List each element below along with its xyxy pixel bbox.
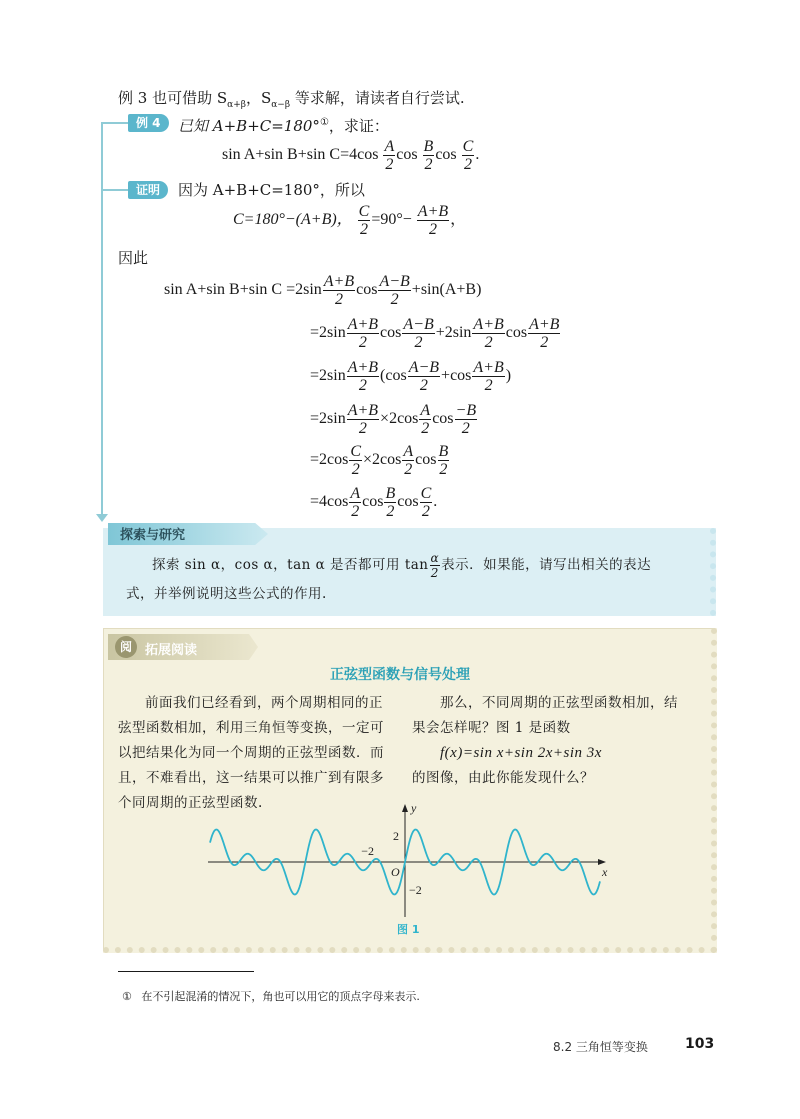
fraction-den: 2 <box>439 461 448 478</box>
term: +sin(A+B) <box>411 281 482 299</box>
fraction-num: A+B <box>323 273 355 290</box>
fraction-den: 2 <box>358 420 367 437</box>
relation-part2: =90°− <box>371 211 412 229</box>
term: +2sin <box>435 324 472 342</box>
fraction <box>455 402 478 437</box>
fraction <box>402 316 434 351</box>
term: . <box>433 493 438 511</box>
fraction-num: −B <box>455 402 477 419</box>
book-icon: 阅 <box>115 636 137 658</box>
fraction-den: 2 <box>360 221 368 238</box>
intro-post: 等求解，请读者自行尝试. <box>290 89 465 107</box>
term: +cos <box>441 367 472 385</box>
fraction-den: 2 <box>351 503 360 520</box>
paragraph-line: 前面我们已经看到，两个周期相同的正 <box>145 695 383 711</box>
fraction <box>430 551 441 580</box>
explore-title: 探索与研究 <box>120 528 186 543</box>
example-tag: 例 4 <box>128 114 169 132</box>
fraction-den: 2 <box>428 221 437 238</box>
example-statement <box>178 113 389 136</box>
example-premise: 已知 A+B+C=180° <box>178 117 320 135</box>
fraction-den: 2 <box>404 461 413 478</box>
footnote-mark: ① <box>122 990 132 1003</box>
term: =2cos <box>310 451 349 469</box>
fraction <box>408 359 440 394</box>
fraction <box>347 402 379 437</box>
paragraph-line: 的图像，由此你能发现什么？ <box>412 770 594 786</box>
fraction-num: C <box>350 443 362 460</box>
term: (cos <box>380 367 407 385</box>
article-title: 正弦型函数与信号处理 <box>330 667 470 683</box>
y-axis-arrow-icon <box>402 804 408 812</box>
fraction <box>420 485 433 520</box>
fraction-num: A−B <box>379 273 410 290</box>
fraction-den: 2 <box>424 156 433 173</box>
footnote <box>122 988 420 1004</box>
y-axis-label: y <box>411 801 417 815</box>
term: ×2cos <box>363 451 402 469</box>
y-tick-label: −2 <box>409 883 422 897</box>
fraction <box>472 316 504 351</box>
formula: f(x)=sin x+sin 2x+sin 3x <box>440 745 602 761</box>
term: cos <box>397 493 419 511</box>
fraction-num: B <box>385 485 396 502</box>
term: cos <box>362 493 384 511</box>
fraction-den: 2 <box>414 334 423 351</box>
example-ask: ，求证： <box>328 117 389 135</box>
fraction-den: 2 <box>461 420 470 437</box>
explore-text: 探索 sin α，cos α，tan α 是否都可用 tan <box>152 557 429 573</box>
footnote-text: 在不引起混淆的情况下，角也可以用它的顶点字母来表示. <box>141 990 420 1003</box>
fraction-num: A+B <box>417 203 449 220</box>
guide-arrow-icon <box>96 514 108 522</box>
intro-mid: ，S <box>245 89 272 107</box>
fraction-num: A <box>350 485 361 502</box>
term: cos <box>415 451 437 469</box>
term: sin A+sin B+sin C =2sin <box>164 281 322 299</box>
claim-equation <box>222 138 479 173</box>
comma: ， <box>450 211 467 229</box>
fraction-den: 2 <box>386 503 395 520</box>
fraction-den: 2 <box>334 291 343 308</box>
term: =4cos <box>310 493 349 511</box>
figure-caption: 图 1 <box>397 923 420 935</box>
relation-equation <box>233 203 466 238</box>
claim-lhs: sin A+sin B+sin C=4cos <box>222 146 379 164</box>
fraction-num: C <box>462 138 474 155</box>
term: cos <box>432 410 454 428</box>
intro-sub1: α+β <box>227 100 246 110</box>
fraction-num: A−B <box>403 316 434 333</box>
fraction-num: α <box>430 551 440 565</box>
fraction <box>349 443 362 478</box>
fraction-num: A+B <box>473 316 504 333</box>
term: =2sin <box>310 410 346 428</box>
fraction <box>462 138 475 173</box>
proof-intro: 因为 A+B+C=180°，所以 <box>178 181 365 199</box>
period: . <box>475 146 480 164</box>
fraction-num: A+B <box>529 316 560 333</box>
reading-left-column <box>118 691 393 816</box>
fraction <box>358 203 371 238</box>
derivation-line-4 <box>310 402 478 437</box>
fraction <box>383 138 395 173</box>
term: cos <box>380 324 402 342</box>
fraction-den: 2 <box>484 377 493 394</box>
reading-right-column <box>412 691 697 791</box>
term: ) <box>505 367 512 385</box>
fraction-num: B <box>423 138 434 155</box>
footnote-ref[interactable]: ① <box>319 117 329 128</box>
fraction <box>402 443 414 478</box>
tag-connector <box>101 122 131 124</box>
derivation-line-1 <box>164 273 481 308</box>
page-number: 103 <box>685 1036 715 1052</box>
explore-text: 表示．如果能，请写出相关的表达 <box>441 557 652 573</box>
fraction-den: 2 <box>421 503 430 520</box>
reading-title: 拓展阅读 <box>145 643 198 658</box>
fraction-num: A+B <box>347 402 379 419</box>
fraction-num: A+B <box>473 359 504 376</box>
fraction-num: A <box>403 443 414 460</box>
fraction-den: 2 <box>430 566 439 580</box>
footer-section: 8.2 三角恒等变换 <box>553 1040 648 1054</box>
fraction-num: A <box>384 138 395 155</box>
explore-line-1 <box>152 551 651 580</box>
fraction <box>419 402 431 437</box>
fraction-den: 2 <box>540 334 549 351</box>
intro-line <box>118 88 465 115</box>
fraction <box>528 316 560 351</box>
function-graph <box>200 800 610 935</box>
tag-connector <box>101 189 131 191</box>
fraction-num: A+B <box>347 359 379 376</box>
paragraph-line: 且，不难看出，这一结果可以推广到有限多 <box>118 770 384 786</box>
derivation-line-2 <box>310 316 561 351</box>
derivation-line-3 <box>310 359 511 394</box>
fraction-den: 2 <box>390 291 399 308</box>
fraction-den: 2 <box>385 156 394 173</box>
fraction <box>417 203 449 238</box>
fraction-den: 2 <box>358 377 367 394</box>
fraction <box>472 359 504 394</box>
intro-text: 例 3 也可借助 S <box>118 89 228 107</box>
fraction-num: C <box>358 203 370 220</box>
fn-cos: cos <box>396 146 418 164</box>
fraction-num: A−B <box>408 359 440 376</box>
fraction-num: A <box>420 402 431 419</box>
fraction <box>423 138 435 173</box>
footnote-rule <box>118 971 254 972</box>
fraction <box>438 443 450 478</box>
fraction-den: 2 <box>463 156 472 173</box>
relation-part1: C=180°−(A+B)， <box>233 211 353 229</box>
fn-cos: cos <box>435 146 457 164</box>
x-axis-label: x <box>602 865 608 879</box>
fraction <box>323 273 355 308</box>
proof-tag: 证明 <box>128 181 168 199</box>
derivation-line-5 <box>310 443 450 478</box>
fraction <box>347 359 379 394</box>
term: =2sin <box>310 367 346 385</box>
fraction-den: 2 <box>484 334 493 351</box>
fraction-num: B <box>438 443 449 460</box>
therefore-text: 因此 <box>118 249 149 267</box>
fraction <box>349 485 361 520</box>
y-tick-label: 2 <box>393 829 399 843</box>
term: cos <box>356 281 378 299</box>
paragraph-line: 弦型函数相加，利用三角恒等变换，一定可 <box>118 720 384 736</box>
derivation-line-6 <box>310 485 437 520</box>
explore-line-2: 式，并举例说明这些公式的作用. <box>126 586 327 602</box>
fraction-num: A+B <box>347 316 379 333</box>
paragraph-line: 以把结果化为同一个周期的正弦型函数．而 <box>118 745 384 761</box>
paragraph-line: 那么，不同周期的正弦型函数相加，结 <box>440 695 678 711</box>
fraction-num: C <box>420 485 432 502</box>
origin-label: O <box>391 865 400 879</box>
fraction <box>347 316 379 351</box>
intro-sub2: α−β <box>271 100 291 110</box>
term: =2sin <box>310 324 346 342</box>
fraction <box>384 485 396 520</box>
fraction <box>378 273 410 308</box>
fraction-den: 2 <box>419 377 428 394</box>
guide-line <box>101 122 103 520</box>
paragraph-line: 个同周期的正弦型函数. <box>118 795 263 811</box>
x-tick-label: −2 <box>361 844 375 858</box>
fraction-den: 2 <box>421 420 430 437</box>
fraction-den: 2 <box>351 461 360 478</box>
term: ×2cos <box>380 410 419 428</box>
paragraph-line: 果会怎样呢？图 1 是函数 <box>412 720 571 736</box>
fraction-den: 2 <box>358 334 367 351</box>
term: cos <box>505 324 528 342</box>
